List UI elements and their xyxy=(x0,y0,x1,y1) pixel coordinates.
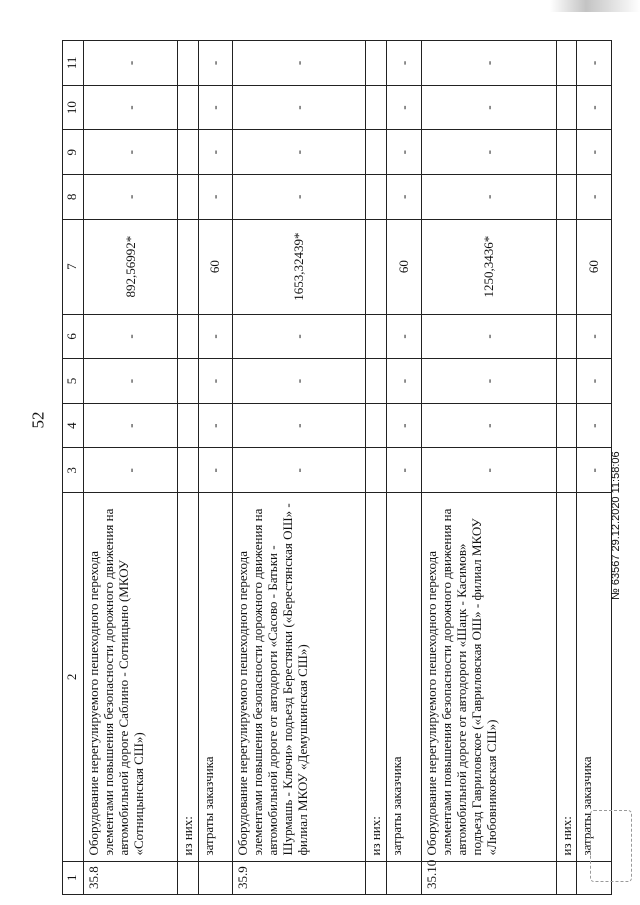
row-index-cell xyxy=(198,861,233,894)
value-cell: 60 xyxy=(386,219,421,314)
value-cell: - xyxy=(233,448,366,493)
col-header: 1 xyxy=(63,861,84,894)
value-cell: - xyxy=(198,359,233,404)
scan-artifact xyxy=(550,0,640,12)
value-cell: - xyxy=(233,41,366,86)
value-cell xyxy=(556,175,576,220)
description-cell: Оборудование нерегулируемого пешеходного перехода элементами повышения безопасности дорожного движения на автомобильной дороге Саблино - Сотницыно (МКОУ «Сотницынская СШ») xyxy=(84,493,178,861)
value-cell: - xyxy=(84,403,178,448)
table-row xyxy=(366,41,386,895)
value-cell xyxy=(556,448,576,493)
col-header: 2 xyxy=(63,493,84,861)
value-cell: - xyxy=(84,41,178,86)
value-cell: - xyxy=(421,41,556,86)
value-cell xyxy=(556,403,576,448)
description-cell: Оборудование нерегулируемого пешеходного перехода элементами повышения безопасности дорожного движения на автомобильной дороге от автодороги «Сасово - Батьки - Шурмашь - Ключи» подъезд Берестянки («Берестянская ОШ» - филиал МКОУ «Демушкинская СШ») xyxy=(233,493,366,861)
col-header: 7 xyxy=(63,219,84,314)
row-index-cell xyxy=(178,861,198,894)
value-cell xyxy=(178,219,198,314)
value-cell: - xyxy=(577,175,612,220)
value-cell: - xyxy=(233,175,366,220)
value-cell xyxy=(178,130,198,175)
value-cell xyxy=(366,403,386,448)
row-index-cell: 35.9 xyxy=(233,861,366,894)
value-cell xyxy=(366,314,386,359)
value-cell xyxy=(556,219,576,314)
table-row xyxy=(421,41,556,895)
value-cell xyxy=(178,85,198,130)
col-header: 9 xyxy=(63,130,84,175)
value-cell xyxy=(178,175,198,220)
value-cell xyxy=(178,359,198,404)
value-cell: - xyxy=(421,448,556,493)
value-cell: - xyxy=(198,175,233,220)
value-cell: - xyxy=(577,130,612,175)
value-cell xyxy=(366,130,386,175)
table-row xyxy=(84,41,178,895)
description-cell: из них: xyxy=(178,493,198,861)
budget-table-container xyxy=(62,40,612,895)
registration-stamp xyxy=(590,810,632,882)
value-cell: - xyxy=(421,314,556,359)
value-cell: 892,56992* xyxy=(84,219,178,314)
value-cell: - xyxy=(421,175,556,220)
value-cell: - xyxy=(386,41,421,86)
value-cell: - xyxy=(84,175,178,220)
value-cell: - xyxy=(421,403,556,448)
col-header: 3 xyxy=(63,448,84,493)
row-index-cell: 35.10 xyxy=(421,861,556,894)
description-cell: затраты заказчика xyxy=(577,493,612,861)
value-cell: - xyxy=(577,448,612,493)
description-cell: Оборудование нерегулируемого пешеходного перехода элементами повышения безопасности дорожного движения на автомобильной дороге от автодороги «Шацк - Касимов» подъезд Гавриловское («Гавриловская ОШ» - филиал МКОУ «Любовниковская СШ») xyxy=(421,493,556,861)
table-row xyxy=(556,41,576,895)
value-cell: - xyxy=(233,403,366,448)
value-cell xyxy=(178,448,198,493)
value-cell: - xyxy=(198,41,233,86)
value-cell: - xyxy=(233,130,366,175)
value-cell: - xyxy=(233,85,366,130)
value-cell xyxy=(366,41,386,86)
row-index-cell xyxy=(386,861,421,894)
value-cell: - xyxy=(386,175,421,220)
value-cell: - xyxy=(198,448,233,493)
value-cell: - xyxy=(198,85,233,130)
value-cell: - xyxy=(386,403,421,448)
row-index-cell xyxy=(366,861,386,894)
col-header: 11 xyxy=(63,41,84,86)
value-cell xyxy=(366,359,386,404)
value-cell: 60 xyxy=(577,219,612,314)
value-cell: - xyxy=(386,359,421,404)
value-cell xyxy=(178,403,198,448)
value-cell: - xyxy=(84,448,178,493)
value-cell: 60 xyxy=(198,219,233,314)
value-cell xyxy=(178,41,198,86)
value-cell xyxy=(366,175,386,220)
description-cell: из них: xyxy=(556,493,576,861)
value-cell: - xyxy=(577,41,612,86)
table-row xyxy=(386,41,421,895)
budget-table xyxy=(62,40,612,895)
document-footer: № 63567 29.12.2020 11:58:06 xyxy=(610,451,622,600)
page-number: 52 xyxy=(28,411,48,429)
table-row xyxy=(198,41,233,895)
value-cell: - xyxy=(421,359,556,404)
description-cell: затраты заказчика xyxy=(198,493,233,861)
value-cell: - xyxy=(233,314,366,359)
col-header: 4 xyxy=(63,403,84,448)
value-cell xyxy=(556,85,576,130)
value-cell xyxy=(556,130,576,175)
value-cell: - xyxy=(421,130,556,175)
table-row xyxy=(233,41,366,895)
value-cell: - xyxy=(386,85,421,130)
value-cell xyxy=(366,219,386,314)
col-header: 6 xyxy=(63,314,84,359)
value-cell xyxy=(556,359,576,404)
row-index-cell: 35.8 xyxy=(84,861,178,894)
value-cell xyxy=(556,41,576,86)
value-cell xyxy=(366,448,386,493)
row-index-cell xyxy=(556,861,576,894)
col-header: 10 xyxy=(63,85,84,130)
col-header: 5 xyxy=(63,359,84,404)
value-cell: - xyxy=(421,85,556,130)
value-cell: 1653,32439* xyxy=(233,219,366,314)
value-cell: - xyxy=(577,85,612,130)
value-cell: - xyxy=(386,130,421,175)
value-cell: - xyxy=(386,314,421,359)
value-cell: - xyxy=(84,359,178,404)
header-row xyxy=(63,41,84,895)
value-cell: - xyxy=(198,314,233,359)
table-row xyxy=(178,41,198,895)
value-cell: - xyxy=(577,359,612,404)
col-header: 8 xyxy=(63,175,84,220)
value-cell: - xyxy=(84,130,178,175)
value-cell xyxy=(366,85,386,130)
value-cell xyxy=(178,314,198,359)
value-cell: - xyxy=(233,359,366,404)
value-cell: 1250,3436* xyxy=(421,219,556,314)
value-cell: - xyxy=(198,403,233,448)
value-cell: - xyxy=(84,85,178,130)
description-cell: из них: xyxy=(366,493,386,861)
value-cell: - xyxy=(577,403,612,448)
value-cell: - xyxy=(386,448,421,493)
value-cell: - xyxy=(577,314,612,359)
value-cell: - xyxy=(84,314,178,359)
value-cell: - xyxy=(198,130,233,175)
value-cell xyxy=(556,314,576,359)
table-row xyxy=(577,41,612,895)
description-cell: затраты заказчика xyxy=(386,493,421,861)
